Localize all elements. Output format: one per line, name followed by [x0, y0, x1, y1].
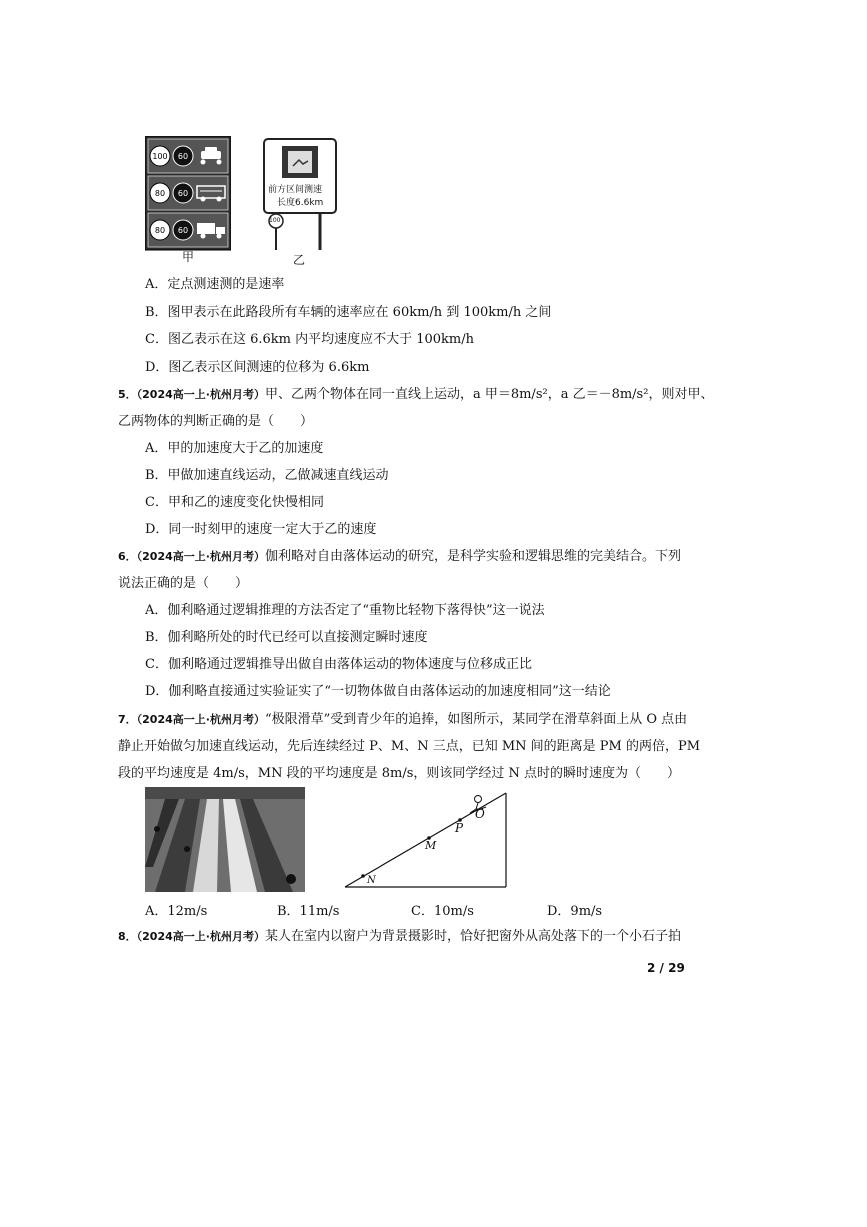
caption-yi: 乙: [293, 253, 306, 267]
q5-option-b: B．甲做加速直线运动，乙做减速直线运动: [145, 468, 389, 483]
speed-limit-value-3: 80: [154, 226, 166, 235]
q6-number: 6．: [118, 550, 137, 563]
q5-stem-line-1: [118, 386, 713, 404]
grass-slope-photo: [145, 787, 305, 896]
q4-option-c: C．图乙表示在这 6.6km 内平均速度应不大于 100km/h: [145, 332, 474, 347]
q5-option-a: A．甲的加速度大于乙的加速度: [145, 441, 324, 456]
q7-stem-text: “极限滑草”受到青少年的追捧，如图所示，某同学在滑草斜面上从 O 点由: [264, 712, 688, 727]
point-n: [361, 874, 365, 878]
q5-option-c: C．甲和乙的速度变化快慢相同: [145, 495, 324, 510]
q6-source: （2024高一上·杭州月考）: [136, 550, 265, 563]
incline-diagram-svg: [330, 787, 515, 892]
label-n: N: [367, 875, 376, 886]
figure-yi: [262, 138, 340, 267]
q7-stem-line-1: [118, 711, 687, 729]
q6-stem-text: 伽利略对自由落体运动的研究，是科学实验和逻辑思维的完美结合。下列: [264, 549, 681, 564]
q7-choice-b: B．11m/s: [277, 904, 340, 919]
label-o: O: [475, 807, 485, 821]
q7-choice-c: C．10m/s: [411, 904, 474, 919]
q6-option-a: A．伽利略通过逻辑推理的方法否定了“重物比轻物下落得快”这一说法: [145, 603, 545, 618]
q4-option-b: B．图甲表示在此路段所有车辆的速率应在 60km/h 到 100km/h 之间: [145, 305, 552, 320]
q6-stem-line-1: [118, 548, 681, 566]
label-p: P: [455, 821, 464, 835]
page-number: 2 / 29: [647, 961, 685, 975]
q6-option-c: C．伽利略通过逻辑推导出做自由落体运动的物体速度与位移成正比: [145, 657, 532, 672]
q8-stem-line-1: [118, 928, 681, 946]
speed-limit-value-2: 80: [154, 189, 166, 198]
q7-choices: [145, 900, 665, 918]
incline-diagram: [330, 787, 515, 896]
yi-speed-limit: 100: [269, 217, 281, 224]
q7-stem-line-3: 段的平均速度是 4m/s，MN 段的平均速度是 8m/s，则该同学经过 N 点时的瞬时速度为（ ）: [118, 766, 681, 781]
q5-stem-text: 甲、乙两个物体在同一直线上运动，a 甲＝8m/s²，a 乙＝－8m/s²，则对甲、: [264, 387, 714, 402]
yi-sign-text-2: 长度6.6km: [277, 198, 324, 208]
label-m: M: [425, 839, 437, 852]
caption-jia: 甲: [182, 250, 195, 264]
figure-jia: [145, 136, 231, 266]
q8-number: 8．: [118, 930, 137, 943]
q7-choice-a: A．12m/s: [145, 904, 208, 919]
q7-number: 7．: [118, 713, 137, 726]
q5-option-d: D．同一时刻甲的速度一定大于乙的速度: [145, 522, 377, 537]
q7-source: （2024高一上·杭州月考）: [136, 713, 265, 726]
q7-choice-d: D．9m/s: [547, 904, 603, 919]
min-speed-value-1: 60: [177, 152, 189, 161]
q6-option-d: D．伽利略直接通过实验证实了“一切物体做自由落体运动的加速度相同”这一结论: [145, 684, 611, 699]
q8-stem-text: 某人在室内以窗户为背景摄影时，恰好把窗外从高处落下的一个小石子拍: [264, 929, 681, 944]
speed-limit-sign-board: [145, 136, 231, 262]
q5-stem-line-2: 乙两物体的判断正确的是（ ）: [118, 414, 314, 429]
q4-option-a: A．定点测速测的是速率: [145, 277, 285, 292]
min-speed-value-3: 60: [177, 226, 189, 235]
q6-option-b: B．伽利略所处的时代已经可以直接测定瞬时速度: [145, 630, 428, 645]
q7-stem-line-2: 静止开始做匀加速直线运动，先后连续经过 P、M、N 三点，已知 MN 间的距离是 PM 的两倍，PM: [118, 739, 701, 754]
q4-option-d: D．图乙表示区间测速的位移为 6.6km: [145, 360, 370, 375]
grass-slope-photo-image: [145, 787, 305, 892]
q8-source: （2024高一上·杭州月考）: [136, 930, 265, 943]
q5-number: 5．: [118, 388, 137, 401]
speed-limit-value-1: 100: [152, 152, 168, 161]
q6-stem-line-2: 说法正确的是（ ）: [118, 576, 249, 591]
min-speed-value-2: 60: [177, 189, 189, 198]
q5-source: （2024高一上·杭州月考）: [136, 388, 265, 401]
yi-sign-text-1: 前方区间测速: [268, 185, 323, 195]
